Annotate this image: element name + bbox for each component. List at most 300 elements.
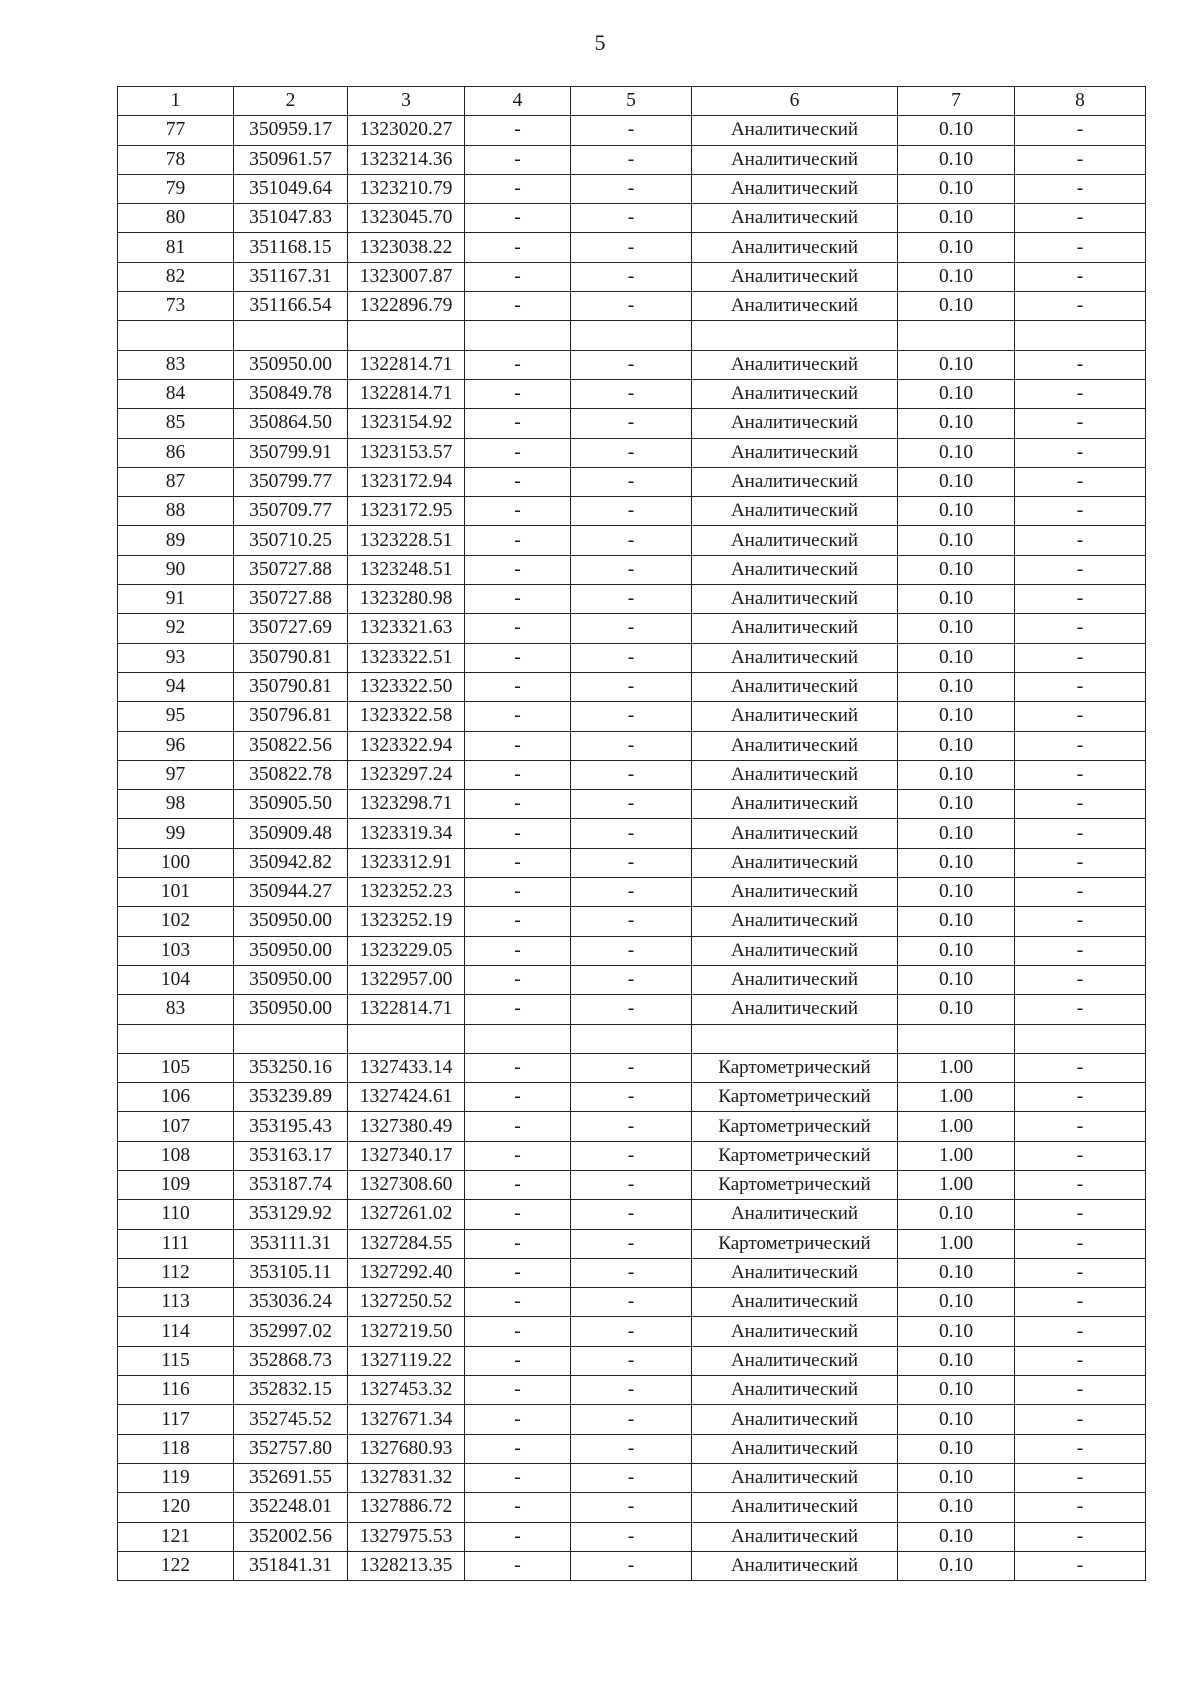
table-row <box>118 174 1146 203</box>
point-number-cell: 111 <box>118 1229 234 1258</box>
column-4-cell: - <box>465 1551 571 1580</box>
column-5-cell: - <box>571 262 692 291</box>
accuracy-cell: 0.10 <box>898 614 1015 643</box>
empty-cell <box>465 321 571 350</box>
column-4-cell: - <box>465 174 571 203</box>
method-cell: Аналитический <box>692 438 898 467</box>
y-coordinate-cell: 1327680.93 <box>348 1434 465 1463</box>
table-row <box>118 204 1146 233</box>
method-cell: Аналитический <box>692 760 898 789</box>
column-4-cell: - <box>465 760 571 789</box>
table-row <box>118 1288 1146 1317</box>
method-cell: Аналитический <box>692 204 898 233</box>
accuracy-cell: 0.10 <box>898 965 1015 994</box>
table-row <box>118 672 1146 701</box>
accuracy-cell: 0.10 <box>898 116 1015 145</box>
y-coordinate-cell: 1323153.57 <box>348 438 465 467</box>
table-row <box>118 965 1146 994</box>
column-4-cell: - <box>465 526 571 555</box>
column-4-cell: - <box>465 1463 571 1492</box>
method-cell: Аналитический <box>692 907 898 936</box>
column-5-cell: - <box>571 116 692 145</box>
table-row <box>118 262 1146 291</box>
point-number-cell: 105 <box>118 1053 234 1082</box>
column-4-cell: - <box>465 1200 571 1229</box>
y-coordinate-cell: 1323007.87 <box>348 262 465 291</box>
column-5-cell: - <box>571 643 692 672</box>
column-8-cell: - <box>1015 1551 1146 1580</box>
column-8-cell: - <box>1015 702 1146 731</box>
column-8-cell: - <box>1015 233 1146 262</box>
x-coordinate-cell: 351168.15 <box>234 233 348 262</box>
x-coordinate-cell: 351166.54 <box>234 292 348 321</box>
accuracy-cell: 0.10 <box>898 790 1015 819</box>
column-5-cell: - <box>571 848 692 877</box>
table-row <box>118 555 1146 584</box>
y-coordinate-cell: 1323248.51 <box>348 555 465 584</box>
y-coordinate-cell: 1327308.60 <box>348 1170 465 1199</box>
column-5-cell: - <box>571 497 692 526</box>
empty-cell <box>1015 1024 1146 1053</box>
accuracy-cell: 0.10 <box>898 936 1015 965</box>
column-5-cell: - <box>571 878 692 907</box>
column-8-cell: - <box>1015 848 1146 877</box>
column-4-cell: - <box>465 1434 571 1463</box>
method-cell: Аналитический <box>692 1551 898 1580</box>
accuracy-cell: 0.10 <box>898 379 1015 408</box>
y-coordinate-cell: 1327453.32 <box>348 1376 465 1405</box>
column-4-cell: - <box>465 145 571 174</box>
column-4-cell: - <box>465 731 571 760</box>
accuracy-cell: 0.10 <box>898 233 1015 262</box>
accuracy-cell: 0.10 <box>898 497 1015 526</box>
column-4-cell: - <box>465 585 571 614</box>
x-coordinate-cell: 350864.50 <box>234 409 348 438</box>
empty-cell <box>118 321 234 350</box>
column-4-cell: - <box>465 1141 571 1170</box>
accuracy-cell: 0.10 <box>898 467 1015 496</box>
y-coordinate-cell: 1323210.79 <box>348 174 465 203</box>
accuracy-cell: 0.10 <box>898 878 1015 907</box>
column-8-cell: - <box>1015 614 1146 643</box>
y-coordinate-cell: 1323154.92 <box>348 409 465 438</box>
method-cell: Аналитический <box>692 790 898 819</box>
accuracy-cell: 1.00 <box>898 1112 1015 1141</box>
table-row <box>118 145 1146 174</box>
y-coordinate-cell: 1323312.91 <box>348 848 465 877</box>
header-cell: 1 <box>118 87 234 116</box>
table-row <box>118 1522 1146 1551</box>
point-number-cell: 79 <box>118 174 234 203</box>
point-number-cell: 87 <box>118 467 234 496</box>
column-4-cell: - <box>465 848 571 877</box>
accuracy-cell: 0.10 <box>898 409 1015 438</box>
y-coordinate-cell: 1323214.36 <box>348 145 465 174</box>
empty-cell <box>348 1024 465 1053</box>
column-5-cell: - <box>571 1493 692 1522</box>
column-8-cell: - <box>1015 438 1146 467</box>
column-8-cell: - <box>1015 1317 1146 1346</box>
x-coordinate-cell: 350944.27 <box>234 878 348 907</box>
column-5-cell: - <box>571 672 692 701</box>
point-number-cell: 92 <box>118 614 234 643</box>
column-8-cell: - <box>1015 467 1146 496</box>
column-4-cell: - <box>465 936 571 965</box>
accuracy-cell: 1.00 <box>898 1053 1015 1082</box>
accuracy-cell: 0.10 <box>898 1258 1015 1287</box>
x-coordinate-cell: 353195.43 <box>234 1112 348 1141</box>
column-5-cell: - <box>571 1522 692 1551</box>
column-4-cell: - <box>465 379 571 408</box>
point-number-cell: 119 <box>118 1463 234 1492</box>
x-coordinate-cell: 350822.56 <box>234 731 348 760</box>
y-coordinate-cell: 1322814.71 <box>348 379 465 408</box>
column-4-cell: - <box>465 1376 571 1405</box>
method-cell: Аналитический <box>692 292 898 321</box>
method-cell: Аналитический <box>692 1434 898 1463</box>
point-number-cell: 91 <box>118 585 234 614</box>
column-8-cell: - <box>1015 1083 1146 1112</box>
point-number-cell: 112 <box>118 1258 234 1287</box>
point-number-cell: 101 <box>118 878 234 907</box>
column-8-cell: - <box>1015 1405 1146 1434</box>
method-cell: Аналитический <box>692 1376 898 1405</box>
column-8-cell: - <box>1015 819 1146 848</box>
column-4-cell: - <box>465 438 571 467</box>
empty-cell <box>465 1024 571 1053</box>
x-coordinate-cell: 350709.77 <box>234 497 348 526</box>
method-cell: Аналитический <box>692 995 898 1024</box>
column-4-cell: - <box>465 878 571 907</box>
table-row <box>118 907 1146 936</box>
accuracy-cell: 1.00 <box>898 1141 1015 1170</box>
method-cell: Аналитический <box>692 233 898 262</box>
column-5-cell: - <box>571 731 692 760</box>
accuracy-cell: 0.10 <box>898 585 1015 614</box>
x-coordinate-cell: 353129.92 <box>234 1200 348 1229</box>
accuracy-cell: 0.10 <box>898 438 1015 467</box>
table-body <box>118 87 1146 1581</box>
point-number-cell: 120 <box>118 1493 234 1522</box>
table-row <box>118 292 1146 321</box>
y-coordinate-cell: 1323045.70 <box>348 204 465 233</box>
accuracy-cell: 1.00 <box>898 1170 1015 1199</box>
method-cell: Картометрический <box>692 1141 898 1170</box>
column-8-cell: - <box>1015 731 1146 760</box>
accuracy-cell: 0.10 <box>898 1434 1015 1463</box>
column-5-cell: - <box>571 350 692 379</box>
x-coordinate-cell: 350727.88 <box>234 585 348 614</box>
y-coordinate-cell: 1323228.51 <box>348 526 465 555</box>
point-number-cell: 98 <box>118 790 234 819</box>
column-5-cell: - <box>571 1141 692 1170</box>
method-cell: Аналитический <box>692 643 898 672</box>
header-cell: 7 <box>898 87 1015 116</box>
column-8-cell: - <box>1015 1376 1146 1405</box>
column-5-cell: - <box>571 1288 692 1317</box>
column-5-cell: - <box>571 1200 692 1229</box>
column-5-cell: - <box>571 936 692 965</box>
accuracy-cell: 0.10 <box>898 262 1015 291</box>
point-number-cell: 109 <box>118 1170 234 1199</box>
point-number-cell: 110 <box>118 1200 234 1229</box>
column-8-cell: - <box>1015 907 1146 936</box>
y-coordinate-cell: 1327284.55 <box>348 1229 465 1258</box>
x-coordinate-cell: 352248.01 <box>234 1493 348 1522</box>
accuracy-cell: 0.10 <box>898 526 1015 555</box>
column-4-cell: - <box>465 350 571 379</box>
header-row <box>118 87 1146 116</box>
point-number-cell: 83 <box>118 350 234 379</box>
x-coordinate-cell: 350799.77 <box>234 467 348 496</box>
column-8-cell: - <box>1015 116 1146 145</box>
column-8-cell: - <box>1015 204 1146 233</box>
column-4-cell: - <box>465 1170 571 1199</box>
table-row <box>118 233 1146 262</box>
x-coordinate-cell: 350796.81 <box>234 702 348 731</box>
table-row <box>118 936 1146 965</box>
method-cell: Аналитический <box>692 672 898 701</box>
column-5-cell: - <box>571 1083 692 1112</box>
point-number-cell: 73 <box>118 292 234 321</box>
accuracy-cell: 0.10 <box>898 643 1015 672</box>
method-cell: Картометрический <box>692 1170 898 1199</box>
table-row <box>118 1346 1146 1375</box>
column-5-cell: - <box>571 145 692 174</box>
table-row <box>118 585 1146 614</box>
x-coordinate-cell: 352868.73 <box>234 1346 348 1375</box>
table-row <box>118 731 1146 760</box>
accuracy-cell: 0.10 <box>898 760 1015 789</box>
column-8-cell: - <box>1015 174 1146 203</box>
point-number-cell: 89 <box>118 526 234 555</box>
method-cell: Картометрический <box>692 1053 898 1082</box>
column-5-cell: - <box>571 1551 692 1580</box>
y-coordinate-cell: 1328213.35 <box>348 1551 465 1580</box>
point-number-cell: 81 <box>118 233 234 262</box>
column-8-cell: - <box>1015 878 1146 907</box>
column-8-cell: - <box>1015 936 1146 965</box>
x-coordinate-cell: 353187.74 <box>234 1170 348 1199</box>
accuracy-cell: 0.10 <box>898 292 1015 321</box>
point-number-cell: 113 <box>118 1288 234 1317</box>
y-coordinate-cell: 1323252.19 <box>348 907 465 936</box>
column-4-cell: - <box>465 555 571 584</box>
point-number-cell: 94 <box>118 672 234 701</box>
column-4-cell: - <box>465 1083 571 1112</box>
y-coordinate-cell: 1323252.23 <box>348 878 465 907</box>
column-5-cell: - <box>571 585 692 614</box>
empty-cell <box>571 321 692 350</box>
table-row <box>118 497 1146 526</box>
y-coordinate-cell: 1327261.02 <box>348 1200 465 1229</box>
point-number-cell: 90 <box>118 555 234 584</box>
x-coordinate-cell: 350710.25 <box>234 526 348 555</box>
point-number-cell: 78 <box>118 145 234 174</box>
point-number-cell: 96 <box>118 731 234 760</box>
point-number-cell: 85 <box>118 409 234 438</box>
column-8-cell: - <box>1015 350 1146 379</box>
method-cell: Аналитический <box>692 878 898 907</box>
column-5-cell: - <box>571 965 692 994</box>
y-coordinate-cell: 1327424.61 <box>348 1083 465 1112</box>
column-8-cell: - <box>1015 145 1146 174</box>
table-row <box>118 1229 1146 1258</box>
point-number-cell: 83 <box>118 995 234 1024</box>
accuracy-cell: 0.10 <box>898 907 1015 936</box>
method-cell: Аналитический <box>692 526 898 555</box>
point-number-cell: 102 <box>118 907 234 936</box>
column-8-cell: - <box>1015 1141 1146 1170</box>
point-number-cell: 106 <box>118 1083 234 1112</box>
y-coordinate-cell: 1327219.50 <box>348 1317 465 1346</box>
column-5-cell: - <box>571 526 692 555</box>
column-4-cell: - <box>465 1522 571 1551</box>
table-row <box>118 1493 1146 1522</box>
point-number-cell: 88 <box>118 497 234 526</box>
y-coordinate-cell: 1327380.49 <box>348 1112 465 1141</box>
column-5-cell: - <box>571 702 692 731</box>
column-8-cell: - <box>1015 555 1146 584</box>
method-cell: Аналитический <box>692 467 898 496</box>
y-coordinate-cell: 1323280.98 <box>348 585 465 614</box>
x-coordinate-cell: 352997.02 <box>234 1317 348 1346</box>
y-coordinate-cell: 1323229.05 <box>348 936 465 965</box>
column-5-cell: - <box>571 1053 692 1082</box>
y-coordinate-cell: 1327250.52 <box>348 1288 465 1317</box>
table-row <box>118 1376 1146 1405</box>
column-8-cell: - <box>1015 379 1146 408</box>
x-coordinate-cell: 350950.00 <box>234 936 348 965</box>
point-number-cell: 95 <box>118 702 234 731</box>
method-cell: Аналитический <box>692 1522 898 1551</box>
accuracy-cell: 0.10 <box>898 1522 1015 1551</box>
column-4-cell: - <box>465 1112 571 1141</box>
column-5-cell: - <box>571 819 692 848</box>
accuracy-cell: 1.00 <box>898 1229 1015 1258</box>
table-row <box>118 1053 1146 1082</box>
x-coordinate-cell: 352691.55 <box>234 1463 348 1492</box>
x-coordinate-cell: 353239.89 <box>234 1083 348 1112</box>
x-coordinate-cell: 353163.17 <box>234 1141 348 1170</box>
accuracy-cell: 0.10 <box>898 1288 1015 1317</box>
column-4-cell: - <box>465 497 571 526</box>
separator-row <box>118 321 1146 350</box>
column-4-cell: - <box>465 907 571 936</box>
column-8-cell: - <box>1015 1258 1146 1287</box>
x-coordinate-cell: 350950.00 <box>234 350 348 379</box>
empty-cell <box>118 1024 234 1053</box>
y-coordinate-cell: 1323172.94 <box>348 467 465 496</box>
x-coordinate-cell: 352757.80 <box>234 1434 348 1463</box>
method-cell: Аналитический <box>692 819 898 848</box>
column-4-cell: - <box>465 1346 571 1375</box>
table-row <box>118 819 1146 848</box>
column-4-cell: - <box>465 233 571 262</box>
accuracy-cell: 0.10 <box>898 145 1015 174</box>
column-4-cell: - <box>465 790 571 819</box>
point-number-cell: 100 <box>118 848 234 877</box>
column-5-cell: - <box>571 379 692 408</box>
x-coordinate-cell: 350950.00 <box>234 995 348 1024</box>
table-row <box>118 1317 1146 1346</box>
column-4-cell: - <box>465 1405 571 1434</box>
empty-cell <box>692 1024 898 1053</box>
column-8-cell: - <box>1015 1346 1146 1375</box>
method-cell: Аналитический <box>692 409 898 438</box>
column-5-cell: - <box>571 174 692 203</box>
column-4-cell: - <box>465 1229 571 1258</box>
point-number-cell: 107 <box>118 1112 234 1141</box>
column-4-cell: - <box>465 643 571 672</box>
table-row <box>118 467 1146 496</box>
table-row <box>118 1258 1146 1287</box>
column-4-cell: - <box>465 672 571 701</box>
y-coordinate-cell: 1327119.22 <box>348 1346 465 1375</box>
empty-cell <box>692 321 898 350</box>
table-row <box>118 1434 1146 1463</box>
point-number-cell: 99 <box>118 819 234 848</box>
column-8-cell: - <box>1015 526 1146 555</box>
column-5-cell: - <box>571 1463 692 1492</box>
table-row <box>118 1463 1146 1492</box>
point-number-cell: 103 <box>118 936 234 965</box>
empty-cell <box>898 321 1015 350</box>
method-cell: Аналитический <box>692 262 898 291</box>
x-coordinate-cell: 353105.11 <box>234 1258 348 1287</box>
column-4-cell: - <box>465 116 571 145</box>
table-row <box>118 1200 1146 1229</box>
x-coordinate-cell: 352832.15 <box>234 1376 348 1405</box>
method-cell: Аналитический <box>692 848 898 877</box>
method-cell: Аналитический <box>692 1463 898 1492</box>
column-4-cell: - <box>465 262 571 291</box>
x-coordinate-cell: 353250.16 <box>234 1053 348 1082</box>
point-number-cell: 122 <box>118 1551 234 1580</box>
column-5-cell: - <box>571 907 692 936</box>
y-coordinate-cell: 1322814.71 <box>348 995 465 1024</box>
table-row <box>118 1551 1146 1580</box>
column-5-cell: - <box>571 1317 692 1346</box>
accuracy-cell: 0.10 <box>898 1551 1015 1580</box>
method-cell: Аналитический <box>692 1200 898 1229</box>
column-8-cell: - <box>1015 1053 1146 1082</box>
column-8-cell: - <box>1015 1112 1146 1141</box>
y-coordinate-cell: 1323322.51 <box>348 643 465 672</box>
accuracy-cell: 0.10 <box>898 731 1015 760</box>
y-coordinate-cell: 1323322.94 <box>348 731 465 760</box>
y-coordinate-cell: 1323319.34 <box>348 819 465 848</box>
method-cell: Аналитический <box>692 1258 898 1287</box>
method-cell: Аналитический <box>692 1288 898 1317</box>
table-row <box>118 379 1146 408</box>
y-coordinate-cell: 1323298.71 <box>348 790 465 819</box>
method-cell: Аналитический <box>692 614 898 643</box>
column-8-cell: - <box>1015 760 1146 789</box>
x-coordinate-cell: 351841.31 <box>234 1551 348 1580</box>
y-coordinate-cell: 1323020.27 <box>348 116 465 145</box>
point-number-cell: 97 <box>118 760 234 789</box>
x-coordinate-cell: 350790.81 <box>234 672 348 701</box>
point-number-cell: 108 <box>118 1141 234 1170</box>
accuracy-cell: 0.10 <box>898 174 1015 203</box>
table-row <box>118 1083 1146 1112</box>
table-row <box>118 438 1146 467</box>
table-row <box>118 995 1146 1024</box>
y-coordinate-cell: 1322896.79 <box>348 292 465 321</box>
table-row <box>118 614 1146 643</box>
y-coordinate-cell: 1327340.17 <box>348 1141 465 1170</box>
